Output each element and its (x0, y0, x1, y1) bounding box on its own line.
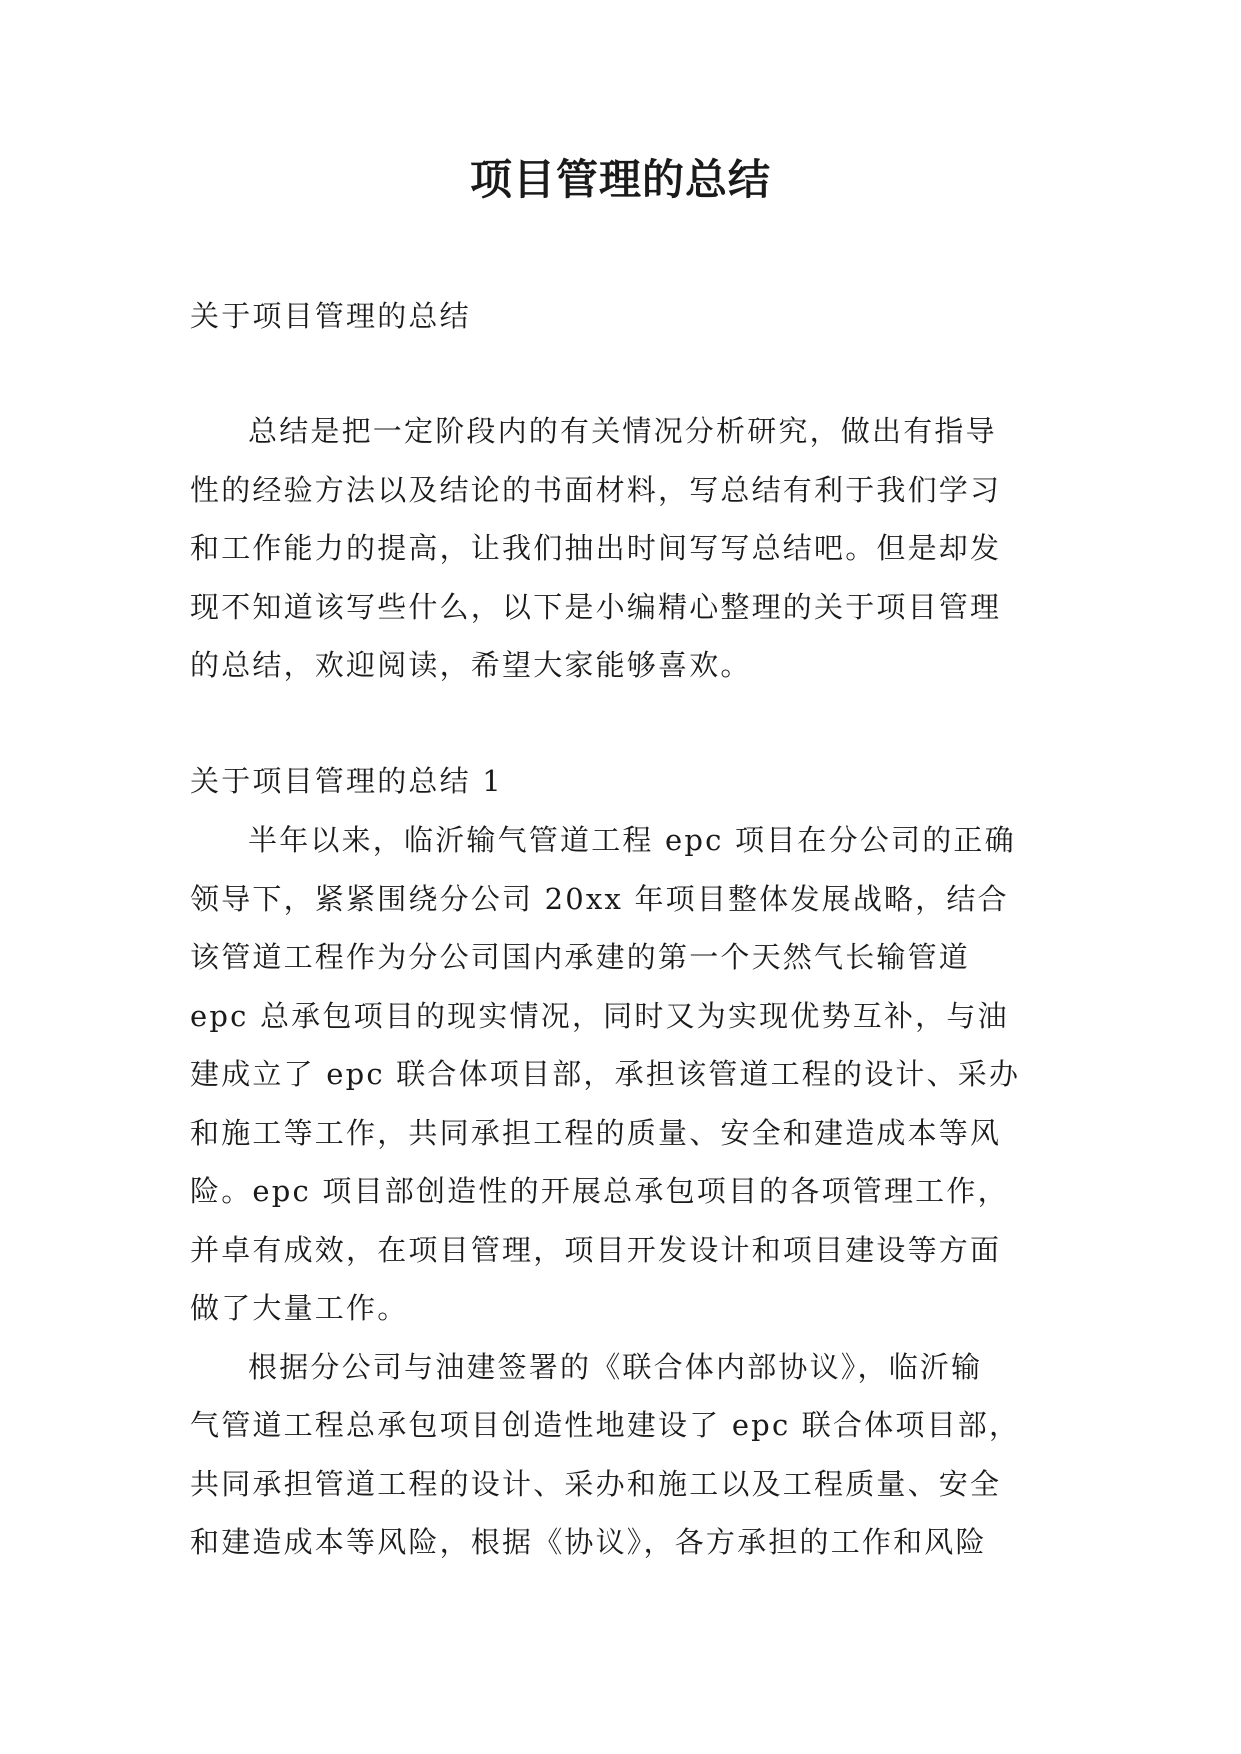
paragraph-line: 和建造成本等风险，根据《协议》，各方承担的工作和风险 (190, 1525, 987, 1559)
paragraph-line: 和施工等工作，共同承担工程的质量、安全和建造成本等风 (190, 1115, 1002, 1150)
paragraph-line: 半年以来，临沂输气管道工程 epc 项目在分公司的正确 (248, 823, 1016, 857)
paragraph-line: 建成立了 epc 联合体项目部，承担该管道工程的设计、采办 (190, 1057, 1021, 1091)
paragraph-line: 领导下，紧紧围绕分公司 20xx 年项目整体发展战略，结合 (190, 881, 1009, 916)
intro-line: 现不知道该写些什么，以下是小编精心整理的关于项目管理 (190, 589, 1002, 624)
paragraph-line: epc 总承包项目的现实情况，同时又为实现优势互补，与油 (190, 998, 1009, 1033)
document-title: 项目管理的总结 (469, 155, 771, 204)
section-heading: 关于项目管理的总结 1 (190, 764, 503, 798)
paragraph-line: 并卓有成效，在项目管理，项目开发设计和项目建设等方面 (190, 1232, 1002, 1267)
section-body (190, 811, 1060, 1572)
intro-line: 和工作能力的提高，让我们抽出时间写写总结吧。但是却发 (190, 531, 1002, 565)
paragraph-1 (190, 811, 1060, 1338)
intro-line: 总结是把一定阶段内的有关情况分析研究，做出有指导 (248, 414, 997, 448)
paragraph-line: 共同承担管道工程的设计、采办和施工以及工程质量、安全 (190, 1466, 1002, 1501)
paragraph-line: 做了大量工作。 (190, 1291, 409, 1325)
paragraph-line: 根据分公司与油建签署的《联合体内部协议》，临沂输 (248, 1349, 983, 1384)
intro-paragraph (190, 402, 1060, 695)
intro-line: 性的经验方法以及结论的书面材料，写总结有利于我们学习 (190, 472, 1002, 507)
document-subtitle: 关于项目管理的总结 (190, 299, 471, 333)
paragraph-2 (190, 1338, 1060, 1572)
paragraph-line: 气管道工程总承包项目创造性地建设了 epc 联合体项目部， (190, 1408, 1021, 1442)
paragraph-line: 险。epc 项目部创造性的开展总承包项目的各项管理工作， (190, 1174, 1009, 1208)
paragraph-line: 该管道工程作为分公司国内承建的第一个天然气长输管道 (190, 940, 971, 974)
intro-line: 的总结，欢迎阅读，希望大家能够喜欢。 (190, 648, 752, 682)
